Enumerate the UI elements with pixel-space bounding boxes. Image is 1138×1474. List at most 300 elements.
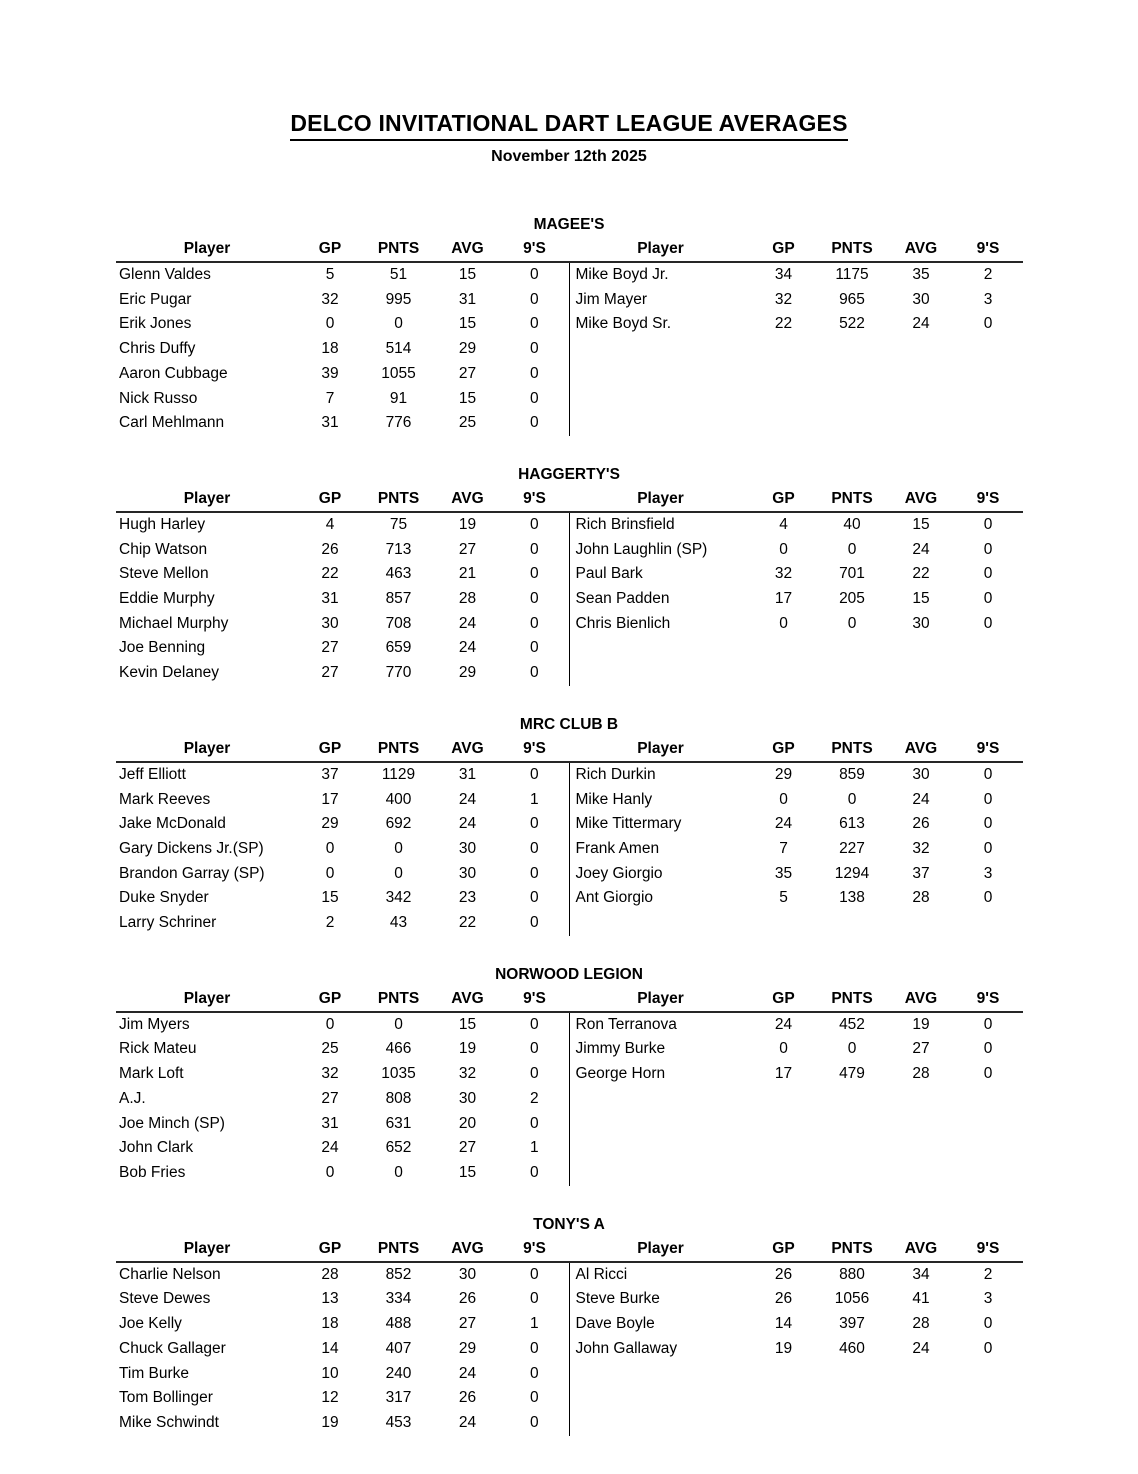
column-header-pnts: PNTS <box>816 987 889 1012</box>
player-name: Kevin Delaney <box>119 664 219 682</box>
nines-value: 1 <box>500 1312 569 1337</box>
pnts-value: 0 <box>847 614 857 632</box>
pnts-value: 0 <box>394 864 403 882</box>
player-row <box>570 1262 1023 1288</box>
column-header-gp: GP <box>298 737 362 762</box>
player-row <box>116 1262 569 1288</box>
player-name: Joey Giorgio <box>575 864 663 882</box>
avg-value: 22 <box>912 565 930 583</box>
nines-value: 0 <box>500 411 569 436</box>
pnts-value: 0 <box>394 1163 403 1181</box>
column-header-9s: 9'S <box>954 237 1023 262</box>
avg-value: 29 <box>458 340 477 358</box>
avg-value: 24 <box>912 790 930 808</box>
player-row <box>570 562 1023 587</box>
column-header-pnts: PNTS <box>362 737 435 762</box>
player-row <box>570 1037 1023 1062</box>
pnts-value: 453 <box>385 1413 412 1431</box>
player-name: Ant Giorgio <box>575 889 654 907</box>
team-section <box>116 962 1022 1186</box>
player-name: Chuck Gallager <box>119 1339 226 1357</box>
player-name: Chris Duffy <box>119 340 196 358</box>
pnts-value: 859 <box>839 765 865 783</box>
avg-value: 27 <box>458 364 477 382</box>
nines-value: 0 <box>500 312 569 337</box>
avg-value: 31 <box>458 290 477 308</box>
left-table-body <box>116 1262 569 1436</box>
avg-value: 28 <box>912 889 930 907</box>
nines-value: 2 <box>500 1087 569 1112</box>
gp-value: 28 <box>321 1265 339 1283</box>
nines-value: 0 <box>500 1362 569 1387</box>
pnts-value: 1129 <box>381 765 416 783</box>
gp-value: 2 <box>325 914 335 932</box>
right-table-body <box>570 1012 1023 1087</box>
avg-value: 24 <box>912 540 930 558</box>
player-row <box>116 762 569 788</box>
page-title-text: DELCO INVITATIONAL DART LEAGUE AVERAGES <box>290 110 847 141</box>
avg-value: 28 <box>912 1065 930 1083</box>
column-header-avg: AVG <box>435 737 500 762</box>
gp-value: 27 <box>321 639 339 657</box>
column-header-gp: GP <box>752 487 816 512</box>
column-header-player: Player <box>570 487 752 512</box>
player-row <box>116 788 569 813</box>
player-row <box>570 788 1023 813</box>
player-row <box>116 636 569 661</box>
pnts-value: 708 <box>385 614 412 632</box>
team-section <box>116 212 1022 436</box>
gp-value: 13 <box>321 1290 339 1308</box>
left-table <box>116 987 570 1186</box>
pnts-value: 397 <box>839 1315 865 1333</box>
column-header-avg: AVG <box>889 487 954 512</box>
column-header-pnts: PNTS <box>816 237 889 262</box>
pnts-value: 776 <box>385 414 412 432</box>
player-name: Hugh Harley <box>119 515 206 533</box>
nines-value: 0 <box>500 762 569 788</box>
pnts-value: 488 <box>385 1315 412 1333</box>
player-name: Rick Mateu <box>119 1040 197 1058</box>
player-name: Steve Dewes <box>119 1290 211 1308</box>
left-table <box>116 737 570 936</box>
sections-container <box>116 212 1022 1436</box>
pnts-value: 713 <box>385 540 412 558</box>
player-name: John Gallaway <box>575 1339 678 1357</box>
gp-value: 32 <box>774 290 793 308</box>
pnts-value: 0 <box>394 315 403 333</box>
column-header-player: Player <box>116 237 298 262</box>
gp-value: 19 <box>774 1339 793 1357</box>
player-row <box>570 1312 1023 1337</box>
nines-value: 1 <box>500 1136 569 1161</box>
player-row <box>116 1362 569 1387</box>
team-name: TONY'S A <box>533 1215 605 1233</box>
pnts-value: 631 <box>385 1114 412 1132</box>
avg-value: 27 <box>912 1040 930 1058</box>
player-row <box>116 387 569 412</box>
pnts-value: 466 <box>385 1040 412 1058</box>
player-row <box>116 1112 569 1137</box>
column-header-pnts: PNTS <box>362 487 435 512</box>
gp-value: 0 <box>779 540 788 558</box>
nines-value: 3 <box>983 290 993 308</box>
player-row <box>570 812 1023 837</box>
gp-value: 29 <box>774 765 793 783</box>
nines-value: 0 <box>983 1065 993 1083</box>
avg-value: 35 <box>912 266 930 283</box>
left-table-body <box>116 1012 569 1186</box>
avg-value: 32 <box>458 1065 477 1083</box>
page-date: November 12th 2025 <box>491 148 647 165</box>
avg-value: 24 <box>458 790 477 808</box>
nines-value: 0 <box>500 512 569 538</box>
header-row <box>570 487 1023 512</box>
pnts-value: 852 <box>385 1265 412 1283</box>
left-table-header <box>116 737 569 762</box>
column-header-player: Player <box>570 737 752 762</box>
nines-value: 0 <box>500 1411 569 1436</box>
gp-value: 31 <box>321 590 339 608</box>
gp-value: 7 <box>779 839 788 857</box>
avg-value: 23 <box>458 889 477 907</box>
gp-value: 19 <box>321 1413 339 1431</box>
player-row <box>116 312 569 337</box>
column-header-avg: AVG <box>889 987 954 1012</box>
pnts-value: 514 <box>385 340 412 358</box>
pnts-value: 880 <box>839 1265 865 1283</box>
avg-value: 20 <box>458 1114 477 1132</box>
player-name: Mike Tittermary <box>575 815 682 833</box>
pnts-value: 1175 <box>835 266 869 283</box>
player-name: Duke Snyder <box>119 889 209 907</box>
avg-value: 15 <box>912 590 930 608</box>
right-table-header <box>570 987 1023 1012</box>
player-name: Aaron Cubbage <box>119 364 228 382</box>
right-table-header <box>570 737 1023 762</box>
column-header-9s: 9'S <box>954 487 1023 512</box>
player-row <box>116 1037 569 1062</box>
nines-value: 0 <box>983 889 993 907</box>
nines-value: 0 <box>500 1386 569 1411</box>
player-row <box>570 288 1023 313</box>
player-name: Eric Pugar <box>119 290 192 308</box>
player-row <box>116 1337 569 1362</box>
pnts-value: 701 <box>839 565 865 583</box>
player-name: Ron Terranova <box>575 1015 677 1033</box>
left-table-header <box>116 487 569 512</box>
nines-value: 0 <box>500 661 569 686</box>
column-header-9s: 9'S <box>500 237 569 262</box>
left-table <box>116 1237 570 1436</box>
nines-value: 0 <box>983 1315 993 1333</box>
nines-value: 0 <box>500 1112 569 1137</box>
header-row <box>570 237 1023 262</box>
pnts-value: 0 <box>847 790 857 808</box>
player-name: Chris Bienlich <box>575 614 671 632</box>
nines-value: 0 <box>983 1015 993 1033</box>
gp-value: 4 <box>779 515 788 533</box>
player-row <box>116 1062 569 1087</box>
column-header-gp: GP <box>752 237 816 262</box>
left-table-body <box>116 262 569 436</box>
player-name: Rich Durkin <box>575 765 656 783</box>
right-table <box>570 237 1023 337</box>
pnts-value: 240 <box>385 1364 412 1382</box>
player-row <box>570 587 1023 612</box>
gp-value: 12 <box>321 1389 339 1407</box>
player-name: Joe Minch (SP) <box>119 1114 225 1132</box>
team-tables <box>116 987 1022 1186</box>
team-name: MRC CLUB B <box>519 715 619 733</box>
nines-value: 0 <box>500 886 569 911</box>
column-header-avg: AVG <box>435 987 500 1012</box>
nines-value: 0 <box>500 288 569 313</box>
player-row <box>116 1161 569 1186</box>
player-name: Mike Hanly <box>575 790 653 808</box>
player-row <box>116 886 569 911</box>
right-table <box>570 987 1023 1087</box>
left-table-body <box>116 512 569 686</box>
gp-value: 32 <box>321 290 339 308</box>
pnts-value: 400 <box>385 790 412 808</box>
pnts-value: 342 <box>385 889 412 907</box>
player-name: Jeff Elliott <box>119 765 186 783</box>
avg-value: 28 <box>458 590 477 608</box>
column-header-9s: 9'S <box>954 737 1023 762</box>
column-header-player: Player <box>116 987 298 1012</box>
header-row <box>116 987 569 1012</box>
pnts-value: 1294 <box>834 864 870 882</box>
player-row <box>570 886 1023 911</box>
nines-value: 0 <box>500 562 569 587</box>
gp-value: 26 <box>321 540 339 558</box>
column-header-9s: 9'S <box>500 487 569 512</box>
gp-value: 34 <box>774 266 793 283</box>
column-header-gp: GP <box>752 1237 816 1262</box>
avg-value: 19 <box>912 1015 930 1033</box>
pnts-value: 1035 <box>381 1065 416 1083</box>
player-name: Dave Boyle <box>575 1315 655 1333</box>
pnts-value: 522 <box>839 315 865 333</box>
column-header-gp: GP <box>752 737 816 762</box>
left-table-header <box>116 987 569 1012</box>
avg-value: 29 <box>458 1339 477 1357</box>
player-row <box>116 837 569 862</box>
nines-value: 0 <box>500 337 569 362</box>
avg-value: 30 <box>458 864 477 882</box>
player-name: Bob Fries <box>119 1163 186 1181</box>
gp-value: 31 <box>321 1114 339 1132</box>
player-name: Brandon Garray (SP) <box>119 864 265 882</box>
gp-value: 24 <box>774 1015 793 1033</box>
pnts-value: 43 <box>389 914 408 932</box>
player-name: John Laughlin (SP) <box>575 540 708 558</box>
player-row <box>116 538 569 563</box>
player-name: A.J. <box>119 1089 146 1107</box>
player-row <box>570 262 1023 288</box>
right-table-body <box>570 262 1023 337</box>
player-row <box>570 512 1023 538</box>
left-table <box>116 237 570 436</box>
gp-value: 0 <box>325 315 335 333</box>
gp-value: 10 <box>321 1364 339 1382</box>
gp-value: 25 <box>321 1040 339 1058</box>
gp-value: 0 <box>779 614 788 632</box>
pnts-value: 407 <box>385 1339 412 1357</box>
avg-value: 30 <box>912 614 930 632</box>
player-row <box>570 1337 1023 1362</box>
player-row <box>116 1411 569 1436</box>
nines-value: 0 <box>500 837 569 862</box>
column-header-9s: 9'S <box>500 987 569 1012</box>
column-header-gp: GP <box>752 987 816 1012</box>
column-header-9s: 9'S <box>500 1237 569 1262</box>
nines-value: 0 <box>500 812 569 837</box>
player-name: Paul Bark <box>575 565 643 583</box>
player-name: Mark Loft <box>119 1065 184 1083</box>
avg-value: 19 <box>458 1040 477 1058</box>
avg-value: 30 <box>912 765 930 783</box>
nines-value: 2 <box>983 1265 993 1283</box>
avg-value: 41 <box>912 1290 930 1308</box>
gp-value: 27 <box>321 664 339 682</box>
player-row <box>116 1136 569 1161</box>
player-name: Eddie Murphy <box>119 590 215 608</box>
avg-value: 22 <box>458 914 477 932</box>
right-table-header <box>570 487 1023 512</box>
column-header-pnts: PNTS <box>362 1237 435 1262</box>
player-row <box>116 812 569 837</box>
column-header-player: Player <box>116 487 298 512</box>
player-row <box>116 411 569 436</box>
pnts-value: 808 <box>385 1089 412 1107</box>
nines-value: 0 <box>500 587 569 612</box>
pnts-value: 0 <box>847 1040 857 1058</box>
pnts-value: 0 <box>394 1015 403 1033</box>
player-name: Rich Brinsfield <box>575 515 675 533</box>
team-section <box>116 462 1022 686</box>
nines-value: 0 <box>500 1062 569 1087</box>
player-row <box>116 1386 569 1411</box>
column-header-gp: GP <box>298 987 362 1012</box>
column-header-avg: AVG <box>889 737 954 762</box>
nines-value: 0 <box>983 315 993 333</box>
nines-value: 0 <box>500 1287 569 1312</box>
pnts-value: 965 <box>839 290 865 308</box>
right-table-header <box>570 1237 1023 1262</box>
header-row <box>570 737 1023 762</box>
player-row <box>570 612 1023 637</box>
player-row <box>570 837 1023 862</box>
player-row <box>570 762 1023 788</box>
team-name: NORWOOD LEGION <box>495 965 643 983</box>
player-row <box>570 312 1023 337</box>
avg-value: 30 <box>458 839 477 857</box>
gp-value: 0 <box>779 1040 788 1058</box>
avg-value: 30 <box>912 290 930 308</box>
player-row <box>570 1012 1023 1038</box>
gp-value: 22 <box>321 565 339 583</box>
gp-value: 26 <box>774 1290 793 1308</box>
player-row <box>116 661 569 686</box>
player-row <box>116 1287 569 1312</box>
player-row <box>116 288 569 313</box>
player-name: John Clark <box>119 1139 194 1157</box>
header-row <box>116 1237 569 1262</box>
gp-value: 0 <box>325 864 335 882</box>
nines-value: 3 <box>983 1290 993 1308</box>
player-name: Mark Reeves <box>119 790 211 808</box>
gp-value: 17 <box>774 1065 793 1083</box>
player-name: Mike Boyd Jr. <box>575 266 669 283</box>
right-table-body <box>570 762 1023 911</box>
gp-value: 35 <box>774 864 793 882</box>
header-row <box>570 987 1023 1012</box>
nines-value: 0 <box>500 1012 569 1038</box>
column-header-9s: 9'S <box>500 737 569 762</box>
pnts-value: 652 <box>385 1139 412 1157</box>
player-name: Joe Benning <box>119 639 206 657</box>
avg-value: 24 <box>912 315 930 333</box>
column-header-9s: 9'S <box>954 987 1023 1012</box>
avg-value: 15 <box>458 1015 477 1033</box>
pnts-value: 770 <box>385 664 412 682</box>
nines-value: 0 <box>500 362 569 387</box>
player-row <box>116 1087 569 1112</box>
avg-value: 24 <box>458 1413 477 1431</box>
avg-value: 30 <box>458 1265 477 1283</box>
nines-value: 0 <box>500 862 569 887</box>
gp-value: 24 <box>321 1139 339 1157</box>
nines-value: 0 <box>983 765 993 783</box>
right-table <box>570 487 1023 637</box>
nines-value: 2 <box>983 266 993 283</box>
player-row <box>116 587 569 612</box>
gp-value: 17 <box>774 590 793 608</box>
gp-value: 17 <box>321 790 339 808</box>
nines-value: 0 <box>500 538 569 563</box>
avg-value: 24 <box>458 639 477 657</box>
page-title <box>0 102 1138 141</box>
nines-value: 0 <box>983 815 993 833</box>
column-header-player: Player <box>570 987 752 1012</box>
gp-value: 31 <box>321 414 339 432</box>
nines-value: 0 <box>500 262 569 288</box>
left-table <box>116 487 570 686</box>
column-header-gp: GP <box>298 1237 362 1262</box>
pnts-value: 1055 <box>381 364 416 382</box>
player-name: Tom Bollinger <box>119 1389 213 1407</box>
gp-value: 14 <box>321 1339 339 1357</box>
column-header-player: Player <box>116 1237 298 1262</box>
pnts-value: 460 <box>839 1339 865 1357</box>
column-header-pnts: PNTS <box>816 487 889 512</box>
nines-value: 0 <box>983 515 993 533</box>
nines-value: 0 <box>500 1262 569 1288</box>
nines-value: 1 <box>500 788 569 813</box>
avg-value: 30 <box>458 1089 477 1107</box>
nines-value: 0 <box>500 387 569 412</box>
player-name: Mike Boyd Sr. <box>575 315 672 333</box>
team-tables <box>116 237 1022 436</box>
team-section <box>116 712 1022 936</box>
column-header-pnts: PNTS <box>362 237 435 262</box>
pnts-value: 659 <box>385 639 412 657</box>
pnts-value: 995 <box>385 290 412 308</box>
gp-value: 18 <box>321 340 339 358</box>
player-name: Steve Burke <box>575 1290 660 1308</box>
